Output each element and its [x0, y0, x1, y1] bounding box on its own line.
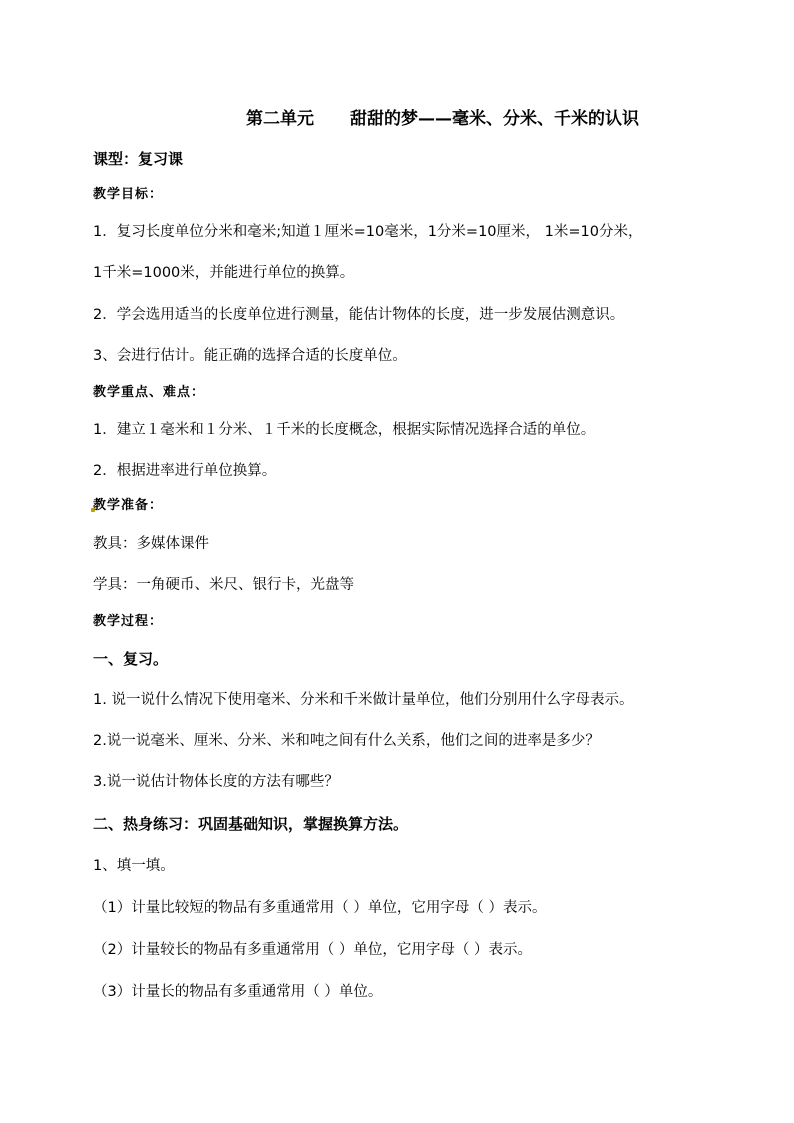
- fill-in-item: （1）计量比较短的物品有多重通常用（ ）单位，它用字母（ ）表示。: [93, 900, 547, 916]
- section2-heading: 二、热身练习：巩固基础知识，掌握换算方法。: [93, 815, 409, 833]
- review-item: 3.说一说估计物体长度的方法有哪些？: [93, 774, 339, 790]
- topic-label: 甜甜的梦——毫米、分米、千米的认识: [350, 109, 639, 129]
- goal-item: 2．学会选用适当的长度单位进行测量，能估计物体的长度，进一步发展估测意识。: [93, 307, 625, 323]
- review-item: 1. 说一说什么情况下使用毫米、分米和千米做计量单位，他们分别用什么字母表示。: [93, 692, 634, 708]
- page-title: [246, 104, 639, 129]
- fill-in-item: （2）计量较长的物品有多重通常用（ ）单位，它用字母（ ）表示。: [93, 942, 532, 958]
- goals-heading: 教学目标：: [93, 187, 164, 202]
- goal-item: 1千米=1000米，并能进行单位的换算。: [93, 265, 355, 281]
- key-point-item: 1．建立１毫米和１分米、１千米的长度概念，根据实际情况选择合适的单位。: [93, 422, 596, 438]
- preparation-item: 学具：一角硬币、米尺、银行卡，光盘等: [93, 577, 354, 593]
- preparation-heading: 教学准备：: [93, 498, 164, 513]
- fill-in-item: （3）计量长的物品有多重通常用（ ）单位。: [93, 984, 383, 1000]
- fill-in-heading: 1、填一填。: [93, 858, 175, 874]
- unit-label: 第二单元: [246, 109, 314, 129]
- review-item: 2.说一说毫米、厘米、分米、米和吨之间有什么关系，他们之间的进率是多少？: [93, 733, 600, 749]
- section1-heading: 一、复习。: [93, 650, 169, 668]
- goal-item: 1．复习长度单位分米和毫米;知道１厘米=10毫米，1分米=10厘米， 1米=10分米，: [93, 224, 643, 240]
- lesson-type: 课型：复习课: [93, 150, 184, 168]
- process-heading: 教学过程：: [93, 614, 164, 629]
- goal-item: 3、会进行估计。能正确的选择合适的长度单位。: [93, 348, 407, 364]
- preparation-item: 教具：多媒体课件: [93, 536, 209, 552]
- key-point-item: 2．根据进率进行单位换算。: [93, 463, 277, 479]
- key-points-heading: 教学重点、难点：: [93, 385, 206, 400]
